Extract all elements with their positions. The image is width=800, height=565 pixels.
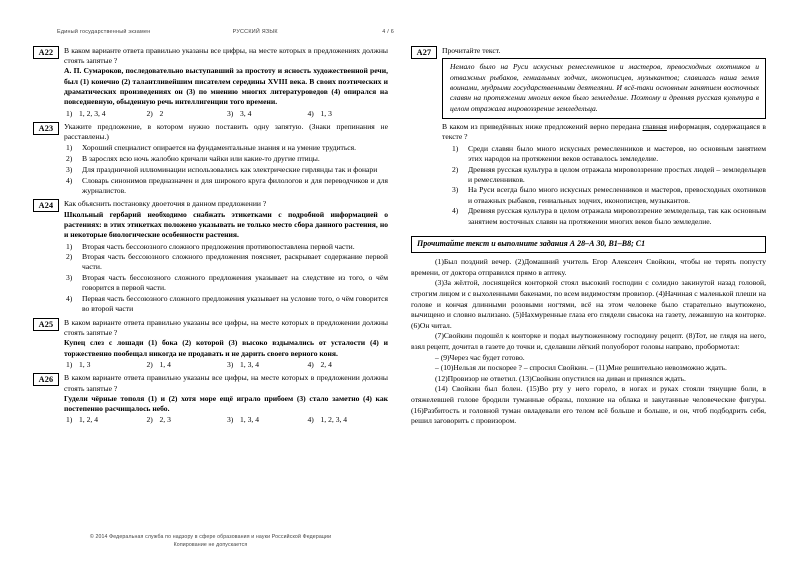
- passage-paragraph: – (10)Нельзя ли поскорее ? – спросил Свойкин. – (11)Мне решительно невозможно ждать.: [435, 363, 727, 373]
- header-page-number: 4 / 6: [382, 29, 394, 35]
- task-a22-options: [64, 109, 388, 119]
- task-a27-option-3-text: На Руси всегда было много искусных ремесленников и мастеров, превосходных охотников и отважных рыбаков, гениальных зодчих, иконописцев, музыкантов.: [468, 185, 766, 205]
- task-a25-options: [64, 360, 388, 370]
- task-a23-stem: Укажите предложение, в котором нужно поставить одну запятую. (Знаки препинания не расставлены.): [64, 122, 388, 142]
- task-a26-option-1[interactable]: 1) 1, 2, 4: [66, 415, 98, 425]
- task-a24: [33, 199, 388, 315]
- task-a26-option-2-text: 2, 3: [159, 415, 171, 425]
- task-a27-options: [442, 144, 766, 227]
- task-a24-option-3[interactable]: 3) Вторая часть бессоюзного сложного предложения указывает на следствие из того, о чём говорится в первой части.: [66, 273, 388, 293]
- task-a24-option-2-text: Вторая часть бессоюзного сложного предложения поясняет, раскрывает содержание первой части.: [82, 252, 388, 272]
- task-a22-option-2[interactable]: 2) 2: [146, 108, 164, 118]
- task-a27-question: [442, 122, 766, 142]
- task-a26-stem: В каком варианте ответа правильно указаны все цифры, на месте которых в предложении должны стоять запятые ?: [64, 373, 388, 393]
- task-a22-option-3[interactable]: 3) 3, 4: [227, 108, 252, 118]
- task-a24-sample-sentence: Школьный гербарий необходимо снабжать этикетками с подробной информацией о растениях: в этих этикетках положено указывать не только место сбора данного растения, но и некоторые биологические особенности растения.: [64, 209, 388, 240]
- task-a27: [411, 46, 766, 227]
- task-a27-boxed-text: Немало было на Руси искусных ремесленников и мастеров, превосходных охотников и отважных рыбаков, гениальных зодчих, иконописцев, музыкантов; славилась наша земля воинами, мудрыми государственными деятелями. И всё-таки основным занятием восточных славян на протяжении многих веков было земледелие. Поэтому и древняя русская культура в целом отражала мировоззрение земледельца.: [450, 62, 759, 113]
- task-a27-option-1[interactable]: 1) Среди славян было много искусных ремесленников и мастеров, но основным занятием этих народов на протяжении веков оставалось земледелие.: [452, 143, 766, 163]
- task-a26-option-4-text: 1, 2, 3, 4: [320, 415, 348, 425]
- task-a23-option-1[interactable]: 1) Хороший специалист опирается на фундаментальные знания и на умение трудиться.: [66, 143, 357, 153]
- passage-paragraph: – (9)Через час будет готово.: [435, 352, 525, 362]
- task-a23: [33, 122, 388, 196]
- task-a23-tag: А23: [33, 122, 59, 135]
- task-a25-option-4[interactable]: 4) 2, 4: [307, 359, 332, 369]
- task-a24-option-2[interactable]: 2) Вторая часть бессоюзного сложного предложения поясняет, раскрывает содержание первой части.: [66, 252, 388, 272]
- task-a23-option-2[interactable]: 2) В зарослях всю ночь жалобно кричали чайки или какие-то другие птицы.: [66, 154, 320, 164]
- task-a23-option-3[interactable]: 3) Для праздничной иллюминации использовались как электрические гирлянды так и фонари: [66, 164, 378, 174]
- task-a22-body: [64, 46, 388, 119]
- task-a24-option-3-text: Вторая часть бессоюзного сложного предложения указывает на следствие из того, о чём говорится в первой части.: [82, 273, 388, 293]
- task-a22-option-1[interactable]: 1) 1, 2, 3, 4: [66, 108, 106, 118]
- task-a27-body: [442, 46, 766, 227]
- task-a27-tag: А27: [411, 46, 437, 59]
- task-a22-option-4-text: 1, 3: [320, 108, 332, 118]
- footer-no-copying-notice: Копирование не допускается: [173, 542, 248, 548]
- running-header: [57, 29, 394, 35]
- task-a27-option-2-text: Древняя русская культура в целом отражала мировоззрение простых людей – земледельцев и ремесленников.: [468, 164, 766, 184]
- task-a25-option-3[interactable]: 3) 1, 3, 4: [227, 359, 259, 369]
- task-a25-option-2-text: 1, 4: [159, 359, 171, 369]
- task-a23-option-1-text: Хороший специалист опирается на фундаментальные знания и на умение трудиться.: [82, 143, 357, 153]
- footer-copyright: © 2014 Федеральная служба по надзору в сфере образования и науки Российской Федерации: [89, 534, 332, 540]
- task-a22-option-3-text: 3, 4: [240, 108, 252, 118]
- task-a27-option-1-text: Среди славян было много искусных ремесленников и мастеров, но основным занятием этих народов на протяжении веков оставалось земледелие.: [468, 143, 766, 163]
- task-a26-option-2[interactable]: 2) 2, 3: [146, 415, 171, 425]
- task-a27-question-underlined: главная: [642, 122, 667, 132]
- task-a22-option-4[interactable]: 4) 1, 3: [307, 108, 332, 118]
- task-a24-option-1-text: Вторая часть бессоюзного сложного предложения противопоставлена первой части.: [82, 241, 355, 251]
- task-a27-option-3[interactable]: 3) На Руси всегда было много искусных ремесленников и мастеров, превосходных охотников и отважных рыбаков, гениальных зодчих, иконописцев, музыкантов.: [452, 185, 766, 205]
- passage-paragraph: (1)Был поздний вечер. (2)Домашний учитель Егор Алексеич Свойкин, чтобы не терять попусту времени, от доктора отправился прямо в аптеку.: [411, 257, 766, 277]
- task-a24-options: [64, 242, 388, 315]
- reading-instruction-text: Прочитайте текст и выполните задания А 28–А 30, В1–В8; С1: [417, 239, 646, 249]
- task-a27-option-4-text: Древняя русская культура в целом отражала мировоззрение земледельца, так как основным занятием восточных славян на протяжении многих веков было земледелие.: [468, 206, 766, 226]
- header-exam-name: Единый государственный экзамен: [57, 29, 151, 35]
- task-a27-text-box: [442, 58, 766, 119]
- task-a27-option-4[interactable]: 4) Древняя русская культура в целом отражала мировоззрение земледельца, так как основным занятием восточных славян на протяжении многих веков было земледелие.: [452, 206, 766, 226]
- task-a23-body: [64, 122, 388, 196]
- task-a22-tag: А22: [33, 46, 59, 59]
- task-a22-option-2-text: 2: [159, 108, 164, 118]
- task-a24-option-4-text: Первая часть бессоюзного сложного предложения указывает на условие того, о чём говорится во второй части: [82, 294, 388, 314]
- task-a26-option-4[interactable]: 4) 1, 2, 3, 4: [307, 415, 348, 425]
- task-a26-sample-sentence: Гудели чёрные тополя (1) и (2) хотя море ещё играло прибоем (3) стало заметно (4) как постепенно расчищалось небо.: [64, 393, 388, 414]
- task-a27-stem: Прочитайте текст.: [442, 46, 501, 55]
- task-a26-option-1-text: 1, 2, 4: [79, 415, 98, 425]
- task-a25: [33, 318, 388, 370]
- page-footer: [33, 533, 388, 549]
- task-a23-option-4-text: Словарь синонимов предназначен и для широкого круга филологов и для переводчиков и для журналистов.: [82, 175, 388, 195]
- task-a25-option-4-text: 2, 4: [320, 359, 332, 369]
- passage-paragraph: (12)Провизор не ответил. (13)Свойкин опустился на диван и принялся ждать.: [435, 373, 686, 383]
- task-a26: [33, 373, 388, 425]
- task-a26-body: [64, 373, 388, 425]
- task-a22: [33, 46, 388, 119]
- task-a25-tag: А25: [33, 318, 59, 331]
- task-a22-option-1-text: 1, 2, 3, 4: [79, 108, 106, 118]
- task-a26-tag: А26: [33, 373, 59, 386]
- task-a23-option-2-text: В зарослях всю ночь жалобно кричали чайки или какие-то другие птицы.: [82, 154, 320, 164]
- task-a24-option-4[interactable]: 4) Первая часть бессоюзного сложного предложения указывает на условие того, о чём говорится во второй части: [66, 294, 388, 314]
- task-a23-options: [64, 143, 388, 196]
- task-a22-stem: В каком варианте ответа правильно указаны все цифры, на месте которых в предложениях должны стоять запятые ?: [64, 46, 388, 66]
- reading-passage: [411, 257, 766, 427]
- task-a27-question-prefix: В каком из приведённых ниже предложений верно передана: [442, 122, 643, 132]
- left-column: [33, 46, 388, 429]
- task-a27-option-2[interactable]: 2) Древняя русская культура в целом отражала мировоззрение простых людей – земледельцев и ремесленников.: [452, 164, 766, 184]
- task-a26-option-3-text: 1, 3, 4: [240, 415, 259, 425]
- passage-paragraph: (3)За жёлтой, лоснящейся конторкой стоял высокий господин с солидно закинутой назад головой, строгим лицом и с выхоленными бакенами, по всем видимостям провизор. (4)Начиная с маленькой плеши на голове и кончая длинными розовыми ногтями, всё на этом человеке было старательно выутюжено, вычищено и словно вылизано. (5)Нахмуренные глаза его глядели свысока на газету, лежавшую на конторке. (6)Он читал.: [411, 278, 766, 330]
- task-a25-option-1-text: 1, 3: [79, 359, 91, 369]
- task-a26-option-3[interactable]: 3) 1, 3, 4: [227, 415, 259, 425]
- passage-paragraph: (7)Свойкин подошёл к конторке и подал выутюженному господину рецепт. (8)Тот, не глядя на него, взял рецепт, дочитал в газете до точки и, сделавши лёгкий полуоборот головы направо, пробормотал:: [411, 331, 766, 352]
- task-a25-option-3-text: 1, 3, 4: [240, 359, 259, 369]
- reading-instruction-box: [411, 236, 766, 253]
- task-a24-option-1[interactable]: 1) Вторая часть бессоюзного сложного предложения противопоставлена первой части.: [66, 241, 355, 251]
- task-a23-option-4[interactable]: 4) Словарь синонимов предназначен и для широкого круга филологов и для переводчиков и для журналистов.: [66, 175, 388, 195]
- task-a25-stem: В каком варианте ответа правильно указаны все цифры, на месте которых в предложении должны стоять запятые ?: [64, 317, 388, 338]
- task-a23-option-3-text: Для праздничной иллюминации использовались как электрические гирлянды так и фонари: [82, 164, 378, 174]
- task-a25-option-1[interactable]: 1) 1, 3: [66, 359, 91, 369]
- task-a25-body: [64, 318, 388, 370]
- task-a24-stem: Как объяснить постановку двоеточия в данном предложении ?: [64, 199, 267, 209]
- header-subject: РУССКИЙ ЯЗЫК: [232, 29, 278, 35]
- right-column: [411, 46, 766, 427]
- task-a25-option-2[interactable]: 2) 1, 4: [146, 359, 171, 369]
- task-a22-sample-sentence: А. П. Сумароков, последовательно выступавший за простоту и ясность художественной речи, был (1) конечно (2) талантливейшим писателем середины XVIII века. В своих поэтических и драматических произведениях он (3) по мнению многих литературоведов (4) опирался на повседневную, обыденную речь интеллигенции того времени.: [64, 66, 388, 107]
- task-a26-options: [64, 415, 388, 425]
- task-a24-body: [64, 199, 388, 315]
- task-a25-sample-sentence: Купец слез с лошади (1) бока (2) которой (3) высоко вздымались от усталости (4) и торжественно пообещал никогда не продавать и не дарить своего верного коня.: [64, 338, 388, 358]
- task-a24-tag: А24: [33, 199, 59, 212]
- task-a27-question-suffix: информация, содержащаяся в тексте ?: [442, 122, 766, 142]
- passage-paragraph: (14) Свойкин был болен. (15)Во рту у него горело, в ногах и руках стояли тянущие боли, в отяжелевшей голове бродили туманные образы, похожие на облака и закутанные человеческие фигуры. (16)Разбитость и головной туман овладевали его телом всё больше и больше, и он, чтоб подбодрить себя, решил заговорить с провизором.: [411, 384, 766, 426]
